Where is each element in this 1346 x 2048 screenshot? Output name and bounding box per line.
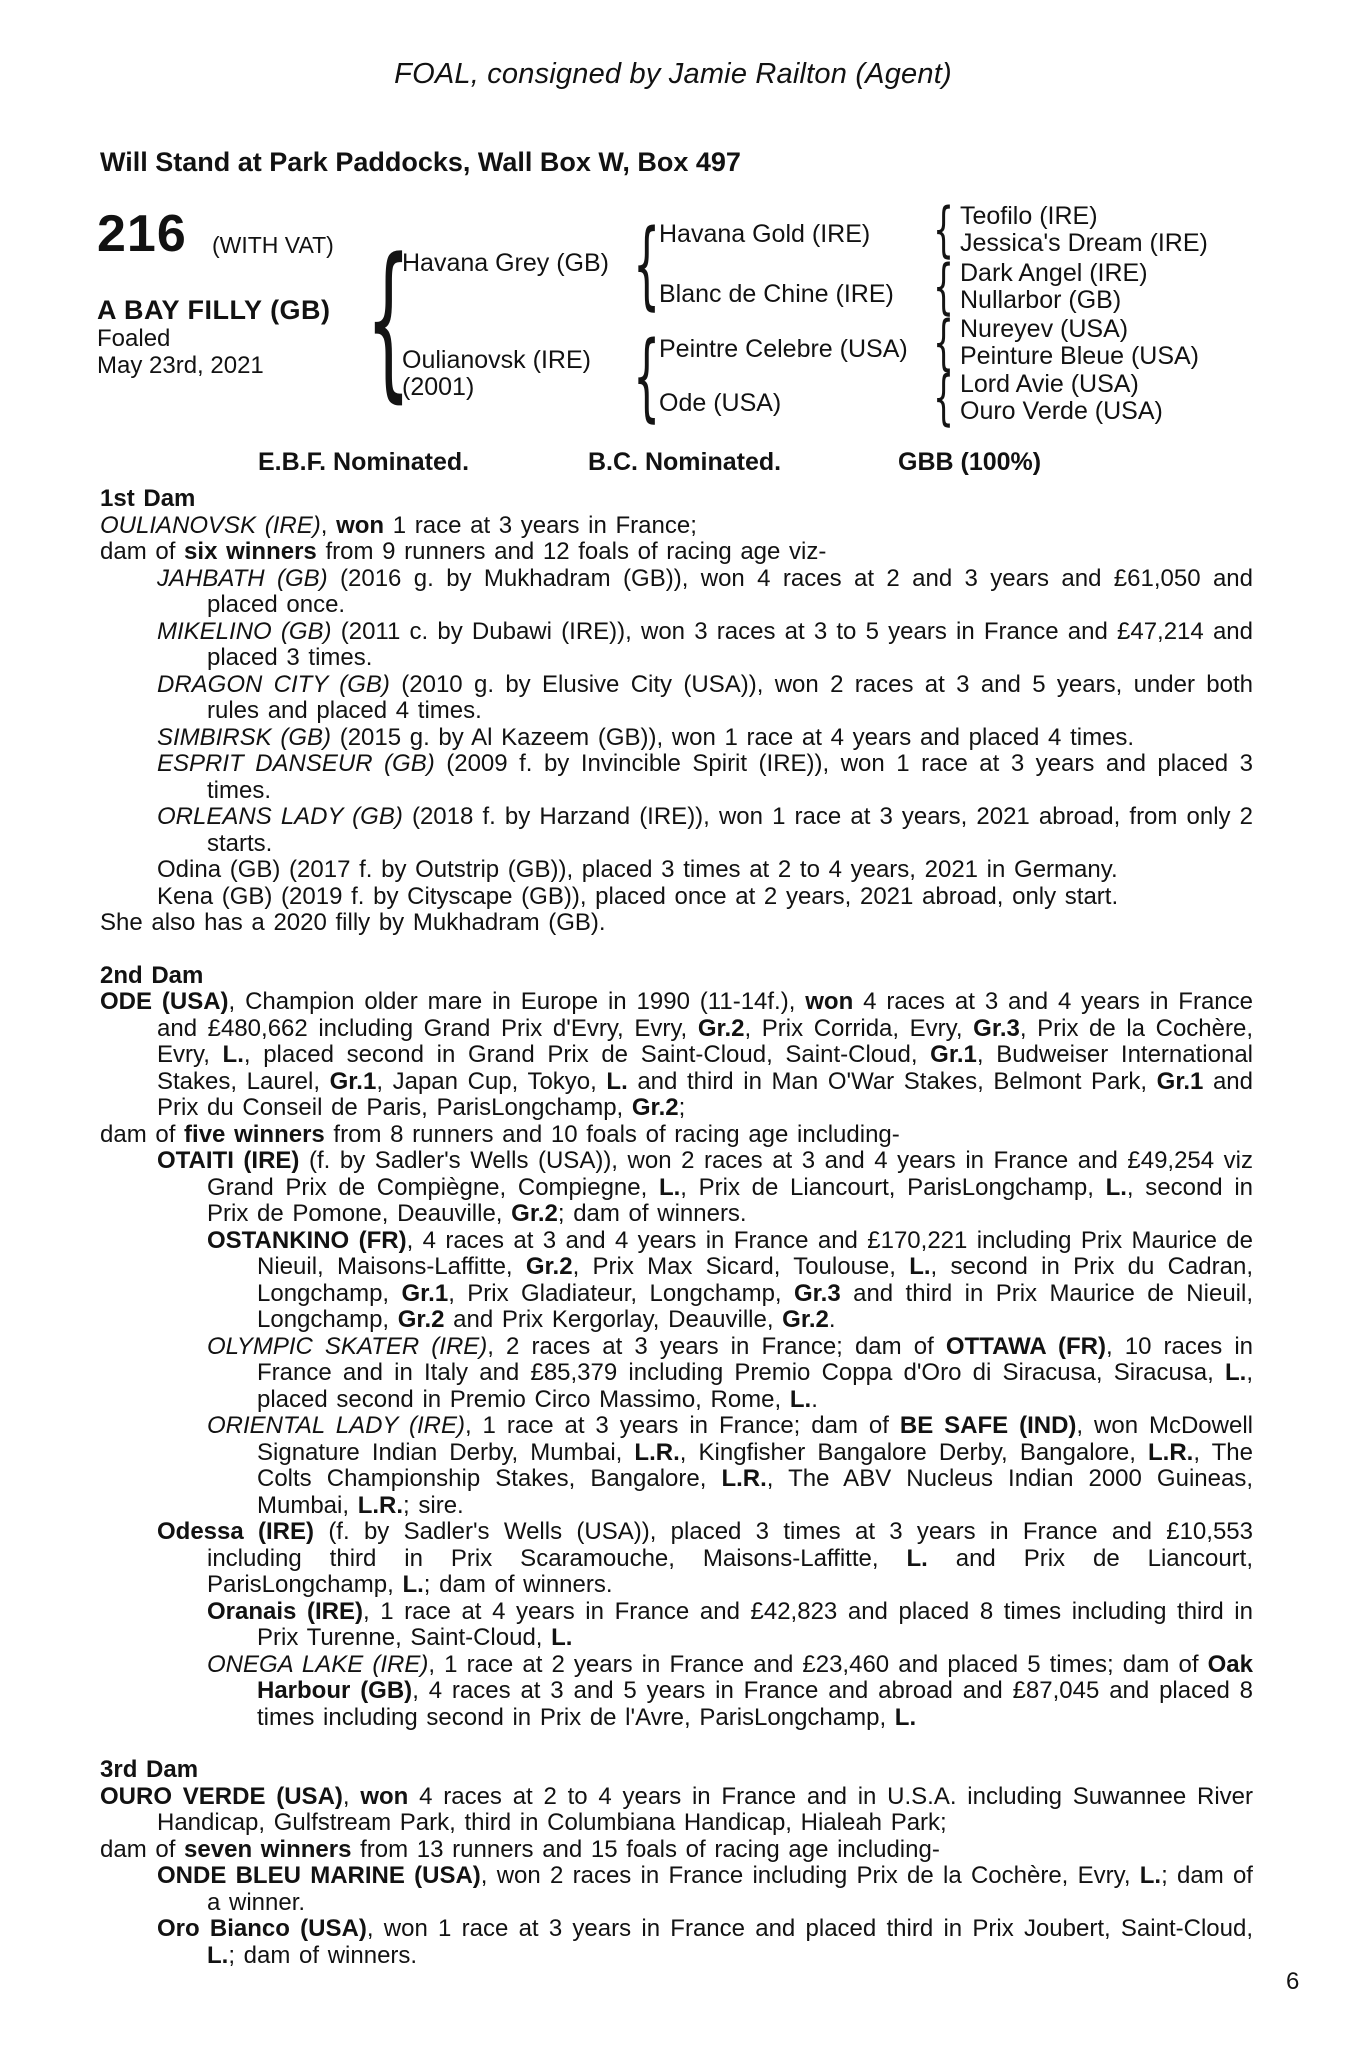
dam-paragraph: OTAITI (IRE) (f. by Sadler's Wells (USA)), won 2 races at 3 and 4 years in France and £49,254 viz Grand Prix de Compiègne, Compiegne, L., Prix de Liancourt, ParisLongchamp, L., second in Prix de Pomone, Deauville, Gr.2; dam of winners.	[157, 1147, 1254, 1227]
dam-paragraph: Kena (GB) (2019 f. by Cityscape (GB)), placed once at 2 years, 2021 abroad, only start.	[157, 882, 1119, 910]
dam-paragraph: ORIENTAL LADY (IRE), 1 race at 3 years in France; dam of BE SAFE (IND), won McDowell Signature Indian Derby, Mumbai, L.R., Kingfisher Bangalore Derby, Bangalore, L.R., The Colts Championship Stakes, Bangalore, L.R., The ABV Nucleus Indian 2000 Guineas, Mumbai, L.R.; sire.	[207, 1412, 1254, 1519]
pedigree-brace-greatgrandparents	[933, 368, 954, 428]
section-1st-dam	[100, 486, 1253, 937]
pedigree-grandparent: Havana Gold (IRE)	[659, 220, 871, 248]
dam-sections	[100, 486, 1253, 1969]
dam-heading: 1st Dam	[100, 485, 196, 512]
dam-paragraph: JAHBATH (GB) (2016 g. by Mukhadram (GB)), won 4 races at 2 and 3 years and £61,050 and placed once.	[157, 564, 1253, 618]
dam-paragraph: She also has a 2020 filly by Mukhadram (GB).	[100, 909, 606, 936]
foaled-label: Foaled	[97, 325, 171, 352]
pedigree-dam-year: (2001)	[402, 373, 475, 401]
dam-paragraph: dam of six winners from 9 runners and 12 foals of racing age viz-	[100, 538, 827, 565]
dam-paragraph: DRAGON CITY (GB) (2010 g. by Elusive City (USA)), won 2 races at 3 and 5 years, under both rules and placed 4 times.	[157, 670, 1254, 724]
pedigree-brace-dam-parents	[633, 330, 660, 425]
bc-nominated-label: B.C. Nominated.	[588, 448, 782, 476]
ebf-nominated-label: E.B.F. Nominated.	[258, 448, 470, 476]
lot-number: 216	[97, 205, 187, 263]
lot-description-block	[97, 296, 331, 379]
section-3rd-dam	[100, 1757, 1253, 1969]
gbb-label: GBB (100%)	[898, 448, 1042, 476]
dam-paragraph: OSTANKINO (FR), 4 races at 3 and 4 years in France and £170,221 including Prix Maurice de Nieuil, Maisons-Laffitte, Gr.2, Prix Max Sicard, Toulouse, L., second in Prix du Cadran, Longchamp, Gr.1, Prix Gladiateur, Longchamp, Gr.3 and third in Prix Maurice de Nieuil, Longchamp, Gr.2 and Prix Kergorlay, Deauville, Gr.2.	[207, 1226, 1253, 1333]
dam-paragraph-list	[100, 513, 1253, 937]
dam-paragraph: Oranais (IRE), 1 race at 4 years in France and £42,823 and placed 8 times including third in Prix Turenne, Saint-Cloud, L.	[207, 1597, 1253, 1651]
dam-paragraph: Odina (GB) (2017 f. by Outstrip (GB)), placed 3 times at 2 to 4 years, 2021 in Germany.	[157, 856, 1118, 883]
dam-paragraph: OURO VERDE (USA), won 4 races at 2 to 4 years in France and in U.S.A. including Suwannee River Handicap, Gulfstream Park, third in Columbiana Handicap, Hialeah Park;	[100, 1782, 1253, 1836]
dam-heading: 3rd Dam	[100, 1756, 199, 1783]
pedigree-greatgrandparent-pair	[960, 260, 1148, 314]
dam-paragraph: OLYMPIC SKATER (IRE), 2 races at 3 years in France; dam of OTTAWA (FR), 10 races in France and in Italy and £85,379 including Premio Coppa d'Oro di Siracusa, Siracusa, L., placed second in Premio Circo Massimo, Rome, L..	[207, 1332, 1254, 1413]
dam-heading: 2nd Dam	[100, 961, 204, 989]
dam-paragraph: OULIANOVSK (IRE), won 1 race at 3 years in France;	[100, 511, 697, 539]
dam-paragraph: ONDE BLEU MARINE (USA), won 2 races in France including Prix de la Cochère, Evry, L.; dam of a winner.	[157, 1862, 1253, 1916]
pedigree-brace-greatgrandparents	[933, 200, 954, 260]
dam-paragraph: dam of seven winners from 13 runners and 15 foals of racing age including-	[100, 1835, 940, 1863]
pedigree-dam	[402, 347, 591, 401]
pedigree-greatgrandparent: Dark Angel (IRE)	[960, 259, 1148, 287]
dam-paragraph: Odessa (IRE) (f. by Sadler's Wells (USA)), placed 3 times at 3 years in France and £10,553 including third in Prix Scaramouche, Maisons-Laffitte, L. and Prix de Liancourt, ParisLongchamp, L.; dam of winners.	[157, 1518, 1254, 1598]
dam-paragraph: MIKELINO (GB) (2011 c. by Dubawi (IRE)), won 3 races at 3 to 5 years in France and £47,214 and placed 3 times.	[157, 617, 1253, 671]
pedigree-greatgrandparent: Lord Avie (USA)	[960, 370, 1139, 398]
dam-paragraph: ORLEANS LADY (GB) (2018 f. by Harzand (IRE)), won 1 race at 3 years, 2021 abroad, from only 2 starts.	[157, 803, 1253, 857]
pedigree-greatgrandparent: Peinture Bleue (USA)	[960, 342, 1200, 370]
dam-paragraph-list	[100, 1784, 1253, 1970]
pedigree-brace-sire-parents	[633, 218, 660, 313]
dam-paragraph: SIMBIRSK (GB) (2015 g. by Al Kazeem (GB)), won 1 race at 4 years and placed 4 times.	[157, 723, 1135, 751]
pedigree-grandparent: Blanc de Chine (IRE)	[659, 280, 894, 308]
pedigree-grandparent: Peintre Celebre (USA)	[659, 335, 908, 363]
pedigree-sire: Havana Grey (GB)	[402, 249, 610, 277]
stand-location-line: Will Stand at Park Paddocks, Wall Box W, Box 497	[100, 147, 741, 177]
pedigree-dam-name: Oulianovsk (IRE)	[402, 346, 591, 374]
dam-paragraph: ONEGA LAKE (IRE), 1 race at 2 years in France and £23,460 and placed 5 times; dam of Oak Harbour (GB), 4 races at 3 and 5 years in France and abroad and £87,045 and placed 8 times including second in Prix de l'Avre, ParisLongchamp, L.	[207, 1650, 1254, 1731]
dam-paragraph: dam of five winners from 8 runners and 10 foals of racing age including-	[100, 1120, 900, 1148]
pedigree-greatgrandparent-pair	[960, 371, 1163, 425]
page-number: 6	[1286, 1968, 1300, 1995]
pedigree-greatgrandparent: Jessica's Dream (IRE)	[960, 229, 1208, 257]
lot-description: A BAY FILLY (GB)	[97, 295, 331, 325]
section-2nd-dam	[100, 963, 1253, 1732]
pedigree-greatgrandparent-pair	[960, 203, 1208, 257]
pedigree-greatgrandparent: Teofilo (IRE)	[960, 202, 1098, 230]
pedigree-greatgrandparent-pair	[960, 316, 1199, 370]
dam-paragraph: ESPRIT DANSEUR (GB) (2009 f. by Invincible Spirit (IRE)), won 1 race at 3 years and placed 3 times.	[157, 750, 1254, 804]
pedigree-greatgrandparent: Ouro Verde (USA)	[960, 397, 1163, 425]
consignment-title: FOAL, consigned by Jamie Railton (Agent)	[394, 58, 952, 90]
pedigree-grandparent: Ode (USA)	[659, 389, 782, 417]
pedigree-greatgrandparent: Nureyev (USA)	[960, 315, 1129, 343]
vat-note: (WITH VAT)	[212, 232, 334, 258]
dam-paragraph: ODE (USA), Champion older mare in Europe in 1990 (11-14f.), won 4 races at 3 and 4 years in France and £480,662 including Grand Prix d'Evry, Evry, Gr.2, Prix Corrida, Evry, Gr.3, Prix de la Cochère, Evry, L., placed second in Grand Prix de Saint-Cloud, Saint-Cloud, Gr.1, Budweiser International Stakes, Laurel, Gr.1, Japan Cup, Tokyo, L. and third in Man O'War Stakes, Belmont Park, Gr.1 and Prix du Conseil de Paris, ParisLongchamp, Gr.2;	[100, 988, 1254, 1121]
pedigree-greatgrandparent: Nullarbor (GB)	[960, 286, 1122, 314]
foaled-date: May 23rd, 2021	[97, 352, 264, 379]
dam-paragraph-list	[100, 989, 1253, 1731]
dam-paragraph: Oro Bianco (USA), won 1 race at 3 years in France and placed third in Prix Joubert, Saint-Cloud, L.; dam of winners.	[157, 1915, 1253, 1969]
